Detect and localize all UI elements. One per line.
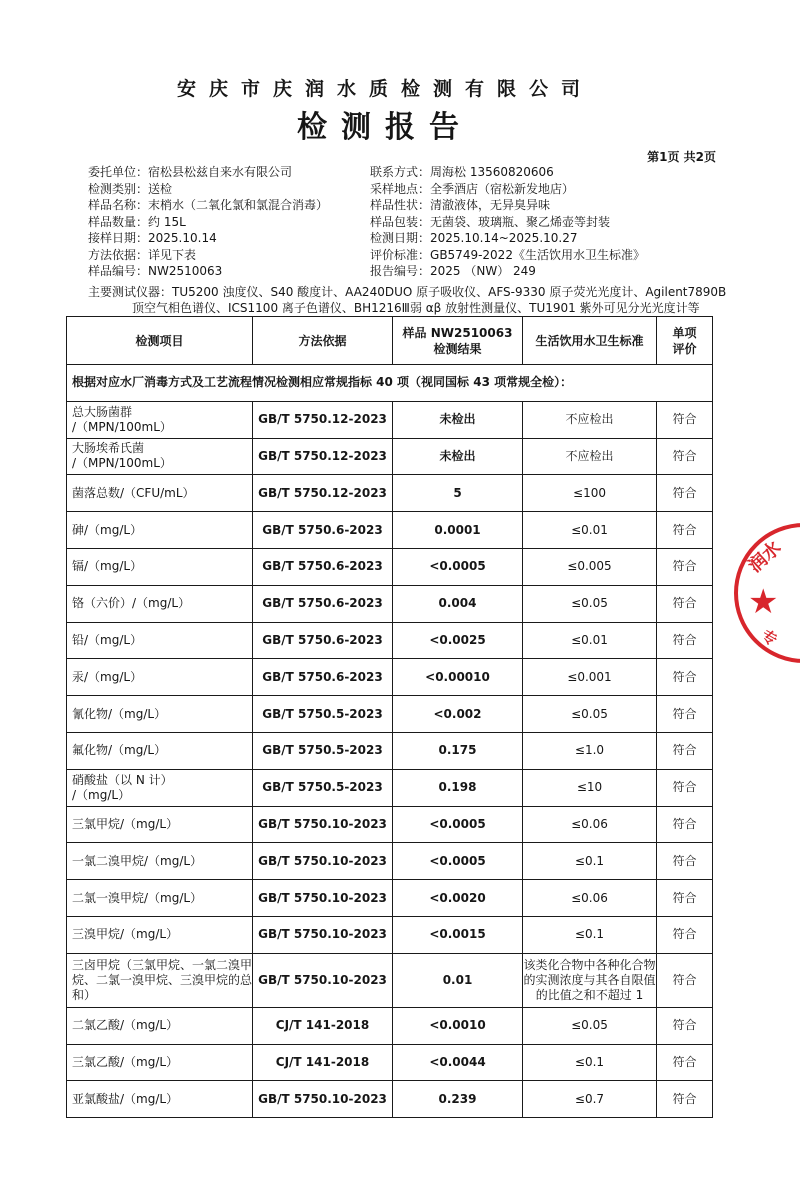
table-row xyxy=(67,659,713,696)
test-date-label: 检测日期： xyxy=(370,231,431,245)
contact-value: 周海松 13560820606 xyxy=(430,165,554,179)
seal-star-icon: ★ xyxy=(748,582,779,622)
method-cell: GB/T 5750.10-2023 xyxy=(253,843,393,880)
test-date-value: 2025.10.14~2025.10.27 xyxy=(430,231,578,245)
header-item: 检测项目 xyxy=(67,317,253,365)
result-cell: 0.004 xyxy=(393,585,523,622)
sample-state-label: 样品性状： xyxy=(370,198,431,212)
standard-cell: ≤0.05 xyxy=(523,696,657,733)
item-cell: 亚氯酸盐/（mg/L） xyxy=(67,1081,253,1118)
method-cell: GB/T 5750.10-2023 xyxy=(253,916,393,953)
result-cell: 未检出 xyxy=(393,438,523,475)
quantity-value: 约 15L xyxy=(148,214,186,229)
table-row xyxy=(67,438,713,475)
result-cell: 0.239 xyxy=(393,1081,523,1118)
standard-cell: 不应检出 xyxy=(523,401,657,438)
header-result xyxy=(393,317,523,365)
method-value: 详见下表 xyxy=(148,247,197,262)
item-cell: 三氯乙酸/（mg/L） xyxy=(67,1044,253,1081)
table-row xyxy=(67,843,713,880)
contact-label: 联系方式： xyxy=(370,165,431,179)
item-cell: 氰化物/（mg/L） xyxy=(67,696,253,733)
item-cell: 总大肠菌群 /（MPN/100mL） xyxy=(67,401,253,438)
result-cell: 未检出 xyxy=(393,401,523,438)
company-seal xyxy=(734,523,800,663)
table-row xyxy=(67,401,713,438)
standard-value: GB5749-2022《生活饮用水卫生标准》 xyxy=(430,247,645,262)
result-cell: <0.0020 xyxy=(393,880,523,917)
eval-cell: 符合 xyxy=(657,585,713,622)
report-title: 检测报告 xyxy=(297,110,473,145)
location-value: 全季酒店（宿松新发地店） xyxy=(430,181,575,196)
result-cell: 0.01 xyxy=(393,953,523,1007)
eval-cell: 符合 xyxy=(657,438,713,475)
item-cell: 铅/（mg/L） xyxy=(67,622,253,659)
eval-cell: 符合 xyxy=(657,843,713,880)
table-row xyxy=(67,732,713,769)
info-row xyxy=(88,214,728,231)
method-cell: GB/T 5750.6-2023 xyxy=(253,659,393,696)
table-row xyxy=(67,512,713,549)
info-row xyxy=(88,164,728,181)
method-cell: GB/T 5750.5-2023 xyxy=(253,732,393,769)
result-cell: <0.0044 xyxy=(393,1044,523,1081)
method-cell: GB/T 5750.10-2023 xyxy=(253,806,393,843)
eval-cell: 符合 xyxy=(657,953,713,1007)
received-value: 2025.10.14 xyxy=(148,231,217,245)
location-label: 采样地点： xyxy=(370,181,431,196)
results-table xyxy=(66,316,713,1118)
method-cell: GB/T 5750.10-2023 xyxy=(253,1081,393,1118)
standard-cell: ≤0.01 xyxy=(523,512,657,549)
item-cell: 大肠埃希氏菌 /（MPN/100mL） xyxy=(67,438,253,475)
table-row xyxy=(67,769,713,806)
standard-cell: ≤0.01 xyxy=(523,622,657,659)
item-cell: 三卤甲烷（三氯甲烷、一氯二溴甲烷、二氯一溴甲烷、三溴甲烷的总和） xyxy=(67,953,253,1007)
result-cell: <0.00010 xyxy=(393,659,523,696)
eval-cell: 符合 xyxy=(657,475,713,512)
company-name: 安庆市庆润水质检测有限公司 xyxy=(176,78,593,100)
method-cell: CJ/T 141-2018 xyxy=(253,1007,393,1044)
method-cell: GB/T 5750.10-2023 xyxy=(253,953,393,1007)
method-cell: GB/T 5750.10-2023 xyxy=(253,880,393,917)
eval-cell: 符合 xyxy=(657,622,713,659)
table-row xyxy=(67,1044,713,1081)
method-cell: GB/T 5750.12-2023 xyxy=(253,401,393,438)
seal-text-lower: 专 xyxy=(758,626,781,650)
sample-no-value: NW2510063 xyxy=(148,264,223,278)
standard-cell: ≤0.06 xyxy=(523,880,657,917)
result-cell: <0.0005 xyxy=(393,843,523,880)
result-cell: <0.0025 xyxy=(393,622,523,659)
info-row xyxy=(88,230,728,247)
standard-label: 评价标准： xyxy=(370,247,431,262)
standard-cell: ≤0.1 xyxy=(523,1044,657,1081)
method-cell: GB/T 5750.6-2023 xyxy=(253,512,393,549)
header-eval xyxy=(657,317,713,365)
package-label: 样品包装： xyxy=(370,214,431,229)
eval-cell: 符合 xyxy=(657,401,713,438)
standard-cell: 不应检出 xyxy=(523,438,657,475)
method-cell: GB/T 5750.12-2023 xyxy=(253,438,393,475)
test-type-label: 检测类别： xyxy=(88,181,149,196)
result-cell: 0.198 xyxy=(393,769,523,806)
seal-text: 润水 xyxy=(744,537,786,577)
result-cell: 0.0001 xyxy=(393,512,523,549)
standard-cell: ≤0.001 xyxy=(523,659,657,696)
table-row xyxy=(67,880,713,917)
header-method: 方法依据 xyxy=(253,317,393,365)
method-cell: GB/T 5750.6-2023 xyxy=(253,585,393,622)
eval-cell: 符合 xyxy=(657,769,713,806)
standard-cell: ≤10 xyxy=(523,769,657,806)
eval-cell: 符合 xyxy=(657,1007,713,1044)
method-cell: GB/T 5750.12-2023 xyxy=(253,475,393,512)
eval-cell: 符合 xyxy=(657,732,713,769)
item-cell: 汞/（mg/L） xyxy=(67,659,253,696)
quantity-label: 样品数量： xyxy=(88,214,149,229)
item-cell: 氟化物/（mg/L） xyxy=(67,732,253,769)
table-row xyxy=(67,696,713,733)
eval-cell: 符合 xyxy=(657,659,713,696)
standard-cell: ≤0.05 xyxy=(523,1007,657,1044)
method-cell: GB/T 5750.5-2023 xyxy=(253,769,393,806)
header-result-line2: 检测结果 xyxy=(433,341,482,356)
standard-cell: ≤1.0 xyxy=(523,732,657,769)
standard-cell: ≤0.05 xyxy=(523,585,657,622)
table-row xyxy=(67,1007,713,1044)
method-cell: GB/T 5750.6-2023 xyxy=(253,622,393,659)
received-label: 接样日期： xyxy=(88,231,149,245)
test-type-value: 送检 xyxy=(148,181,173,196)
eval-cell: 符合 xyxy=(657,548,713,585)
instruments-label: 主要测试仪器： xyxy=(88,285,173,299)
result-cell: <0.0015 xyxy=(393,916,523,953)
sample-name-value: 末梢水（二氧化氯和氯混合消毒） xyxy=(148,198,329,212)
header-eval-line2: 评价 xyxy=(672,341,697,356)
sample-info xyxy=(88,164,728,280)
item-cell: 菌落总数/（CFU/mL） xyxy=(67,475,253,512)
item-cell: 砷/（mg/L） xyxy=(67,512,253,549)
item-cell: 二氯一溴甲烷/（mg/L） xyxy=(67,880,253,917)
page-number: 第1页 共2页 xyxy=(647,150,716,164)
info-row xyxy=(88,181,728,198)
table-row xyxy=(67,806,713,843)
table-row xyxy=(67,475,713,512)
item-cell: 三溴甲烷/（mg/L） xyxy=(67,916,253,953)
table-row xyxy=(67,916,713,953)
header-standard: 生活饮用水卫生标准 xyxy=(523,317,657,365)
instruments-line2: 顶空气相色谱仪、ICS1100 离子色谱仪、BH1216Ⅲ弱 αβ 放射性测量仪、TU1901 紫外可见分光光度计等 xyxy=(132,301,700,315)
eval-cell: 符合 xyxy=(657,696,713,733)
result-cell: 0.175 xyxy=(393,732,523,769)
info-row xyxy=(88,197,728,214)
eval-cell: 符合 xyxy=(657,916,713,953)
info-row xyxy=(88,263,728,280)
item-cell: 三氯甲烷/（mg/L） xyxy=(67,806,253,843)
info-row xyxy=(88,247,728,264)
standard-cell: ≤0.06 xyxy=(523,806,657,843)
item-cell: 一氯二溴甲烷/（mg/L） xyxy=(67,843,253,880)
report-no-value: 2025 （NW） 249 xyxy=(430,264,536,278)
sample-state-value: 清澈液体，无异臭异味 xyxy=(430,198,551,212)
eval-cell: 符合 xyxy=(657,880,713,917)
standard-cell: ≤0.1 xyxy=(523,916,657,953)
method-cell: GB/T 5750.6-2023 xyxy=(253,548,393,585)
standard-cell: ≤0.1 xyxy=(523,843,657,880)
standard-cell: ≤100 xyxy=(523,475,657,512)
eval-cell: 符合 xyxy=(657,1044,713,1081)
item-cell: 硝酸盐（以 N 计） /（mg/L） xyxy=(67,769,253,806)
table-header-row xyxy=(67,317,713,365)
item-cell: 镉/（mg/L） xyxy=(67,548,253,585)
client-label: 委托单位： xyxy=(88,165,149,179)
table-row xyxy=(67,1081,713,1118)
table-row xyxy=(67,622,713,659)
result-cell: 5 xyxy=(393,475,523,512)
eval-cell: 符合 xyxy=(657,1081,713,1118)
result-cell: <0.0005 xyxy=(393,548,523,585)
header-result-line1: 样品 NW2510063 xyxy=(402,325,513,340)
table-row xyxy=(67,548,713,585)
table-row xyxy=(67,585,713,622)
standard-cell: 该类化合物中各种化合物的实测浓度与其各自限值的比值之和不超过 1 xyxy=(523,953,657,1007)
client-value: 宿松县松兹自来水有限公司 xyxy=(148,165,293,179)
section-note: 根据对应水厂消毒方式及工艺流程情况检测相应常规指标 40 项（视同国标 43 项常规全检）： xyxy=(67,365,713,402)
item-cell: 铬（六价）/（mg/L） xyxy=(67,585,253,622)
method-label: 方法依据： xyxy=(88,247,149,262)
package-value: 无菌袋、玻璃瓶、聚乙烯壶等封装 xyxy=(430,214,611,229)
method-cell: GB/T 5750.5-2023 xyxy=(253,696,393,733)
result-cell: <0.002 xyxy=(393,696,523,733)
standard-cell: ≤0.7 xyxy=(523,1081,657,1118)
instruments-line1: TU5200 浊度仪、S40 酸度计、AA240DUO 原子吸收仪、AFS-9330 原子荧光光度计、Agilent7890B xyxy=(172,285,727,299)
result-cell: <0.0005 xyxy=(393,806,523,843)
section-row xyxy=(67,365,713,402)
table-row xyxy=(67,953,713,1007)
eval-cell: 符合 xyxy=(657,806,713,843)
eval-cell: 符合 xyxy=(657,512,713,549)
item-cell: 二氯乙酸/（mg/L） xyxy=(67,1007,253,1044)
method-cell: CJ/T 141-2018 xyxy=(253,1044,393,1081)
instruments xyxy=(88,284,728,316)
sample-name-label: 样品名称： xyxy=(88,198,149,212)
report-no-label: 报告编号： xyxy=(370,264,431,278)
result-cell: <0.0010 xyxy=(393,1007,523,1044)
header-eval-line1: 单项 xyxy=(672,325,697,340)
sample-no-label: 样品编号： xyxy=(88,264,149,278)
standard-cell: ≤0.005 xyxy=(523,548,657,585)
